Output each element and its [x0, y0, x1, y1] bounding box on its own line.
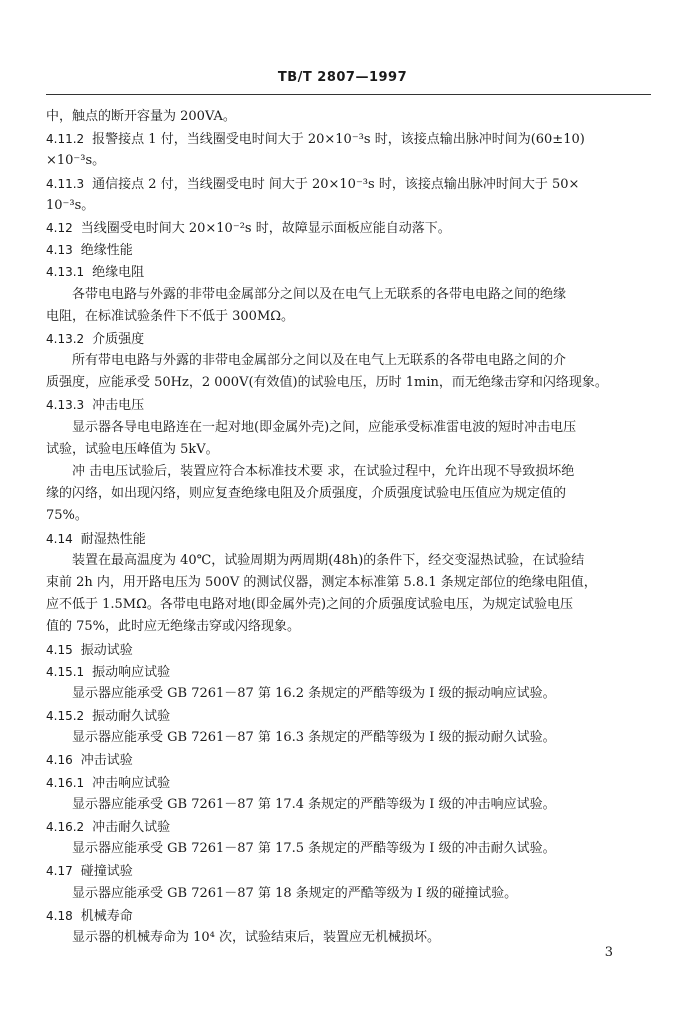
line-text: 质强度，应能承受 50Hz，2 000V(有效值)的试验电压，历时 1min，而无绝缘击穿和闪络现象。 — [46, 375, 608, 391]
text-line — [46, 927, 651, 949]
section-line — [46, 816, 651, 838]
section-number: 4.11.3 — [46, 176, 85, 191]
document-body — [46, 106, 651, 949]
line-text: 振动耐久试验 — [92, 709, 171, 725]
line-text: 报警接点 1 付，当线圈受电时间大于 20×10⁻³s 时，该接点输出脉冲时间为(60±10) — [92, 132, 585, 148]
text-line — [46, 616, 651, 638]
text-line — [46, 505, 651, 527]
section-number: 4.11.2 — [46, 132, 85, 147]
line-text: 中，触点的断开容量为 200VA。 — [46, 109, 236, 124]
section-line — [46, 173, 651, 195]
line-text: 显示器应能承受 GB 7261－87 第 18 条规定的严酷等级为 Ⅰ 级的碰撞试验。 — [72, 885, 518, 901]
section-line — [46, 772, 651, 794]
section-line — [46, 261, 651, 283]
section-line — [46, 528, 651, 550]
text-line — [46, 838, 651, 860]
text-line — [46, 439, 651, 461]
line-text: 显示器应能承受 GB 7261－87 第 16.3 条规定的严酷等级为 Ⅰ 级的振动耐久试验。 — [72, 730, 556, 746]
text-line — [46, 106, 651, 128]
section-number: 4.14 — [46, 531, 73, 546]
section-line — [46, 749, 651, 771]
text-line — [46, 572, 651, 594]
text-line — [46, 683, 651, 705]
line-text: 显示器各导电电路连在一起对地(即金属外壳)之间，应能承受标准雷电波的短时冲击电压 — [72, 419, 577, 435]
section-line — [46, 639, 651, 661]
section-line — [46, 328, 651, 350]
text-line — [46, 195, 651, 217]
line-text: 冲击试验 — [80, 753, 133, 769]
section-line — [46, 905, 651, 927]
line-text: 碰撞试验 — [80, 864, 133, 880]
section-number: 4.16 — [46, 753, 73, 768]
line-text: 冲击电压 — [92, 398, 145, 414]
line-text: 通信接点 2 付，当线圈受电时 间大于 20×10⁻³s 时，该接点输出脉冲时间大于 50× — [92, 176, 580, 192]
line-text: 冲 击电压试验后，装置应符合本标准技术要 求，在试验过程中，允许出现不导致损坏绝 — [72, 464, 575, 479]
line-text: 缘的闪络，如出现闪络，则应复查绝缘电阻及介质强度，介质强度试验电压值应为规定值的 — [46, 486, 567, 502]
text-line — [46, 483, 651, 505]
text-line — [46, 594, 651, 616]
text-line — [46, 150, 651, 172]
line-text: 显示器的机械寿命为 10⁴ 次，试验结束后，装置应无机械损坏。 — [72, 929, 441, 945]
line-text: 电阻，在标准试验条件下不低于 300MΩ。 — [46, 308, 295, 324]
line-text: 机械寿命 — [80, 908, 133, 924]
header-rule — [46, 94, 651, 95]
line-text: 冲击响应试验 — [92, 775, 171, 791]
section-number: 4.15.2 — [46, 709, 85, 724]
line-text: 束前 2h 内，用开路电压为 500V 的测试仪器，测定本标准第 5.8.1 条规定部位的绝缘电阻值， — [46, 574, 597, 590]
line-text: 显示器应能承受 GB 7261－87 第 17.5 条规定的严酷等级为 Ⅰ 级的冲击耐久试验。 — [72, 841, 556, 857]
text-line — [46, 372, 651, 394]
line-text: 振动响应试验 — [92, 664, 171, 680]
line-text: 耐湿热性能 — [80, 531, 146, 547]
line-text: 绝缘电阻 — [92, 265, 145, 281]
text-line — [46, 306, 651, 328]
text-line — [46, 350, 651, 372]
line-text: 试验，试验电压峰值为 5kV。 — [46, 441, 219, 457]
line-text: 冲击耐久试验 — [92, 820, 171, 835]
section-number: 4.16.1 — [46, 775, 85, 790]
section-line — [46, 705, 651, 727]
section-line — [46, 239, 651, 261]
section-line — [46, 217, 651, 239]
text-line — [46, 417, 651, 439]
section-number: 4.13.2 — [46, 331, 85, 346]
line-text: 显示器应能承受 GB 7261－87 第 17.4 条规定的严酷等级为 Ⅰ 级的冲击响应试验。 — [72, 796, 556, 812]
line-text: 应不低于 1.5MΩ。各带电电路对地(即金属外壳)之间的介质强度试验电压，为规定试验电压 — [46, 597, 574, 613]
section-line — [46, 128, 651, 150]
line-text: 当线圈受电时间大 20×10⁻²s 时，故障显示面板应能自动落下。 — [80, 220, 451, 236]
text-line — [46, 461, 651, 483]
line-text: ×10⁻³s。 — [46, 153, 106, 169]
line-text: 介质强度 — [92, 331, 145, 347]
line-text: 装置在最高温度为 40℃，试验周期为两周期(48h)的条件下，经交变湿热试验，在试验结 — [72, 552, 585, 568]
section-line — [46, 394, 651, 416]
line-text: 75%。 — [46, 508, 88, 524]
line-text: 值的 75%，此时应无绝缘击穿或闪络现象。 — [46, 619, 301, 635]
text-line — [46, 794, 651, 816]
text-line — [46, 883, 651, 905]
section-number: 4.13.1 — [46, 265, 85, 280]
line-text: 所有带电电路与外露的非带电金属部分之间以及在电气上无联系的各带电电路之间的介 — [72, 353, 567, 369]
page-number: 3 — [604, 945, 613, 960]
line-text: 各带电电路与外露的非带电金属部分之间以及在电气上无联系的各带电电路之间的绝缘 — [72, 286, 567, 302]
text-line — [46, 727, 651, 749]
line-text: 10⁻³s。 — [46, 197, 95, 213]
section-number: 4.15 — [46, 642, 73, 657]
line-text: 振动试验 — [80, 642, 133, 658]
section-number: 4.15.1 — [46, 664, 85, 679]
section-number: 4.17 — [46, 864, 73, 879]
text-line — [46, 550, 651, 572]
section-number: 4.18 — [46, 908, 73, 923]
page-header: TB/T 2807—1997 — [277, 70, 408, 85]
section-line — [46, 661, 651, 683]
section-number: 4.13 — [46, 243, 73, 258]
section-number: 4.13.3 — [46, 398, 85, 413]
section-line — [46, 860, 651, 882]
text-line — [46, 284, 651, 306]
line-text: 显示器应能承受 GB 7261－87 第 16.2 条规定的严酷等级为 Ⅰ 级的振动响应试验。 — [72, 685, 556, 701]
line-text: 绝缘性能 — [80, 243, 133, 259]
section-number: 4.16.2 — [46, 820, 85, 834]
section-number: 4.12 — [46, 220, 73, 235]
